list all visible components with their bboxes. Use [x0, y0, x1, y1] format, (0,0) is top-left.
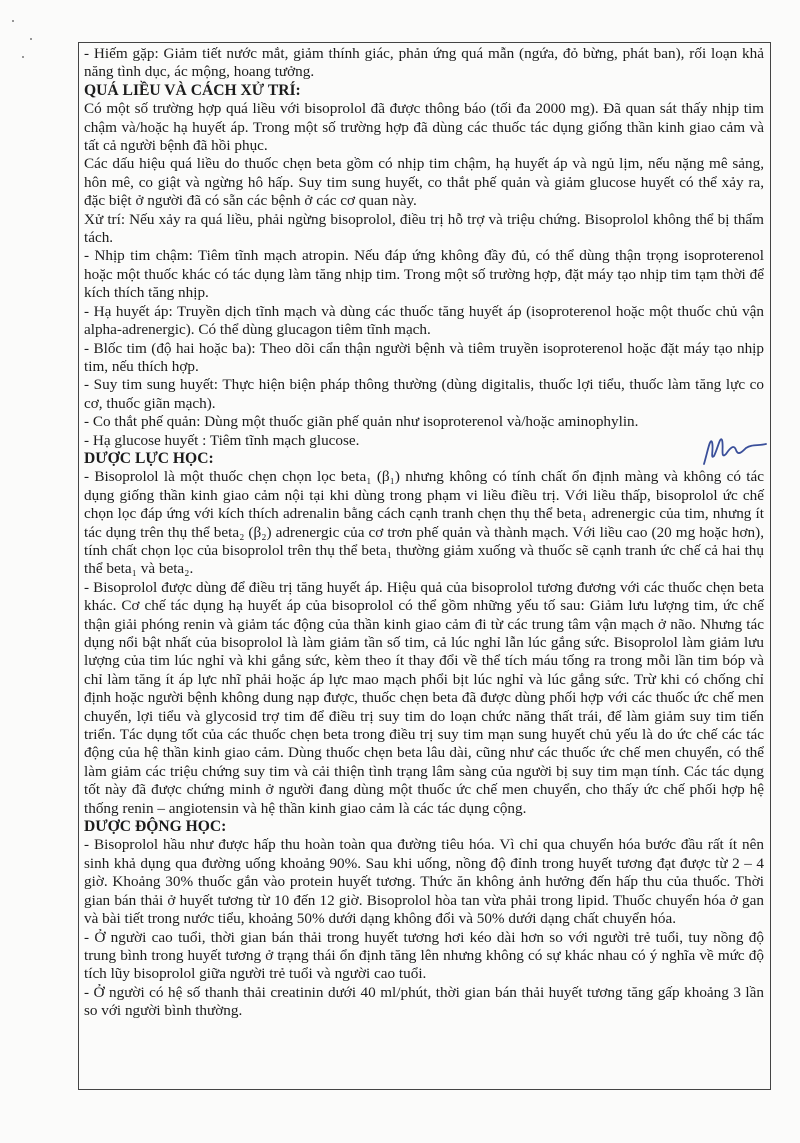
document-body: [78, 42, 771, 1090]
handwritten-signature: [700, 430, 770, 470]
scan-speck: [30, 38, 32, 40]
paragraph: - Ở người có hệ số thanh thải creatinin dưới 40 ml/phút, thời gian bán thải huyết tương tăng gấp khoảng 3 lần so với người bình thường.: [84, 983, 764, 1020]
section-heading-overdose: QUÁ LIỀU VÀ CÁCH XỬ TRÍ:: [84, 81, 301, 99]
section-heading-pharmacokinetics: DƯỢC ĐỘNG HỌC:: [84, 818, 227, 836]
paragraph: - Bisoprolol là một thuốc chẹn chọn lọc beta₁ (β₁) nhưng không có tính chất ổn định màng và không có tác dụng giống thần kinh giao cảm nội tại khi dùng trong phạm vi liều điều trị. Với liều thấp, bisoprolol ức chế chọn lọc đáp ứng với kích thích adrenalin bằng cách cạnh tranh chẹn thụ thể beta₁ adrenergic của tim, nhưng ít tác dụng trên thụ thể beta₂ (β₂) adrenergic của cơ trơn phế quản và thành mạch. Với liều cao (20 mg hoặc hơn), tính chất chọn lọc của bisoprolol trên thụ thể beta₁ thường giảm xuống và thuốc sẽ cạnh tranh ức chế cả hai thụ thể beta₁ và beta₂.: [84, 468, 764, 578]
paragraph: - Blốc tim (độ hai hoặc ba): Theo dõi cẩn thận người bệnh và tiêm truyền isoproterenol hoặc đặt máy tạo nhịp tim, nếu thích hợp.: [84, 339, 764, 375]
paragraph: - Hạ glucose huyết : Tiêm tĩnh mạch glucose.: [84, 431, 360, 449]
paragraph: - Nhịp tim chậm: Tiêm tĩnh mạch atropin. Nếu đáp ứng không đầy đủ, có thể dùng thận trọng isoproterenol hoặc một thuốc khác có tác dụng làm tăng nhịp tim. Trong một số trường hợp, đặt máy tạo nhịp tim tạm thời để kích thích tăng nhịp.: [84, 247, 764, 302]
paragraph: Các dấu hiệu quá liều do thuốc chẹn beta gồm có nhịp tim chậm, hạ huyết áp và ngủ lịm, nếu nặng mê sảng, hôn mê, co giật và ngừng hô hấp. Suy tim sung huyết, co thắt phế quản và giảm glucose huyết có thể xảy ra, đặc biệt ở người đã có sẵn các bệnh ở các cơ quan này.: [84, 155, 764, 210]
paragraph: - Hiếm gặp: Giảm tiết nước mắt, giảm thính giác, phản ứng quá mẫn (ngứa, đỏ bừng, phát ban), rối loạn khả năng tình dục, ác mộng, hoang tưởng.: [84, 45, 764, 81]
paragraph: - Hạ huyết áp: Truyền dịch tĩnh mạch và dùng các thuốc tăng huyết áp (isoproterenol hoặc một thuốc chủ vận alpha-adrenergic). Có thể dùng glucagon tiêm tĩnh mạch.: [84, 302, 764, 339]
section-heading-pharmacodynamics: DƯỢC LỰC HỌC:: [84, 449, 214, 467]
paragraph: - Suy tim sung huyết: Thực hiện biện pháp thông thường (dùng digitalis, thuốc lợi tiểu, thuốc làm tăng lực co cơ, thuốc giãn mạch).: [84, 376, 764, 412]
scan-speck: [22, 56, 24, 58]
paragraph: Có một số trường hợp quá liều với bisoprolol đã được thông báo (tối đa 2000 mg). Đã quan sát thấy nhịp tim chậm và/hoặc hạ huyết áp. Trong một số trường hợp đã dùng các thuốc tác dụng giống thần kinh giao cảm và tất cả người bệnh đã hồi phục.: [84, 100, 764, 155]
paragraph: - Ở người cao tuổi, thời gian bán thải trong huyết tương hơi kéo dài hơn so với người trẻ tuổi, tuy nồng độ trung bình trong huyết tương ở trạng thái ổn định tăng lên nhưng không có sự khác nhau có ý nghĩa về mức độ tích lũy bisoprolol giữa người trẻ tuổi và người cao tuổi.: [84, 928, 764, 983]
scan-speck: [12, 20, 14, 22]
paragraph: - Co thắt phế quản: Dùng một thuốc giãn phế quản như isoproterenol và/hoặc aminophylin.: [84, 413, 639, 431]
paragraph: - Bisoprolol hầu như được hấp thu hoàn toàn qua đường tiêu hóa. Vì chỉ qua chuyển hóa bước đầu rất ít nên sinh khả dụng qua đường uống khoảng 90%. Sau khi uống, nồng độ đỉnh trong huyết tương đạt được từ 2 – 4 giờ. Khoảng 30% thuốc gắn vào protein huyết tương. Thức ăn không ảnh hưởng đến hấp thu của thuốc. Thời gian bán thải ở huyết tương từ 10 đến 12 giờ. Bisoprolol hòa tan vừa phải trong lipid. Thuốc chuyển hóa ở gan và bài tiết trong nước tiểu, khoảng 50% dưới dạng không đổi và 50% dưới dạng chất chuyển hóa.: [84, 836, 764, 928]
paragraph: Xử trí: Nếu xảy ra quá liều, phải ngừng bisoprolol, điều trị hỗ trợ và triệu chứng. Bisoprolol không thể bị thẩm tách.: [84, 210, 764, 247]
paragraph: - Bisoprolol được dùng để điều trị tăng huyết áp. Hiệu quả của bisoprolol tương đương với các thuốc chẹn beta khác. Cơ chế tác dụng hạ huyết áp của bisoprolol có thể gồm những yếu tố sau: Giảm lưu lượng tim, ức chế thận giải phóng renin và giảm tác động của thần kinh giao cảm đi từ các trung tâm vận mạch ở não. Nhưng tác dụng nổi bật nhất của bisoprolol là làm giảm tần số tim, cả lúc nghỉ lẫn lúc gắng sức. Bisoprolol làm giảm lưu lượng của tim lúc nghỉ và khi gắng sức, kèm theo ít thay đổi về thể tích máu tống ra trong mỗi lần tim bóp và chỉ làm tăng ít áp lực nhĩ phải hoặc áp lực mao mạch phổi bịt lúc nghỉ và lúc gắng sức. Trừ khi có chống chỉ định hoặc người bệnh không dung nạp được, thuốc chẹn beta đã được dùng phối hợp với các thuốc ức chế men chuyển, lợi tiểu và glycosid trợ tim để điều trị suy tim do loạn chức năng thất trái, để làm giảm suy tim tiến triển. Tác dụng tốt của các thuốc chẹn beta trong điều trị suy tim mạn sung huyết chủ yếu là do ức chế các tác động của hệ thần kinh giao cảm. Dùng thuốc chẹn beta lâu dài, cũng như các thuốc ức chế men chuyển, có thể làm giảm các triệu chứng suy tim và cải thiện tình trạng lâm sàng của người bị suy tim mạn tính. Các tác dụng tốt này đã được chứng minh ở người đang dùng một thuốc ức chế men chuyển, cho thấy ức chế phối hợp hệ thống renin – angiotensin và hệ thần kinh giao cảm là các tác dụng cộng.: [84, 578, 764, 817]
